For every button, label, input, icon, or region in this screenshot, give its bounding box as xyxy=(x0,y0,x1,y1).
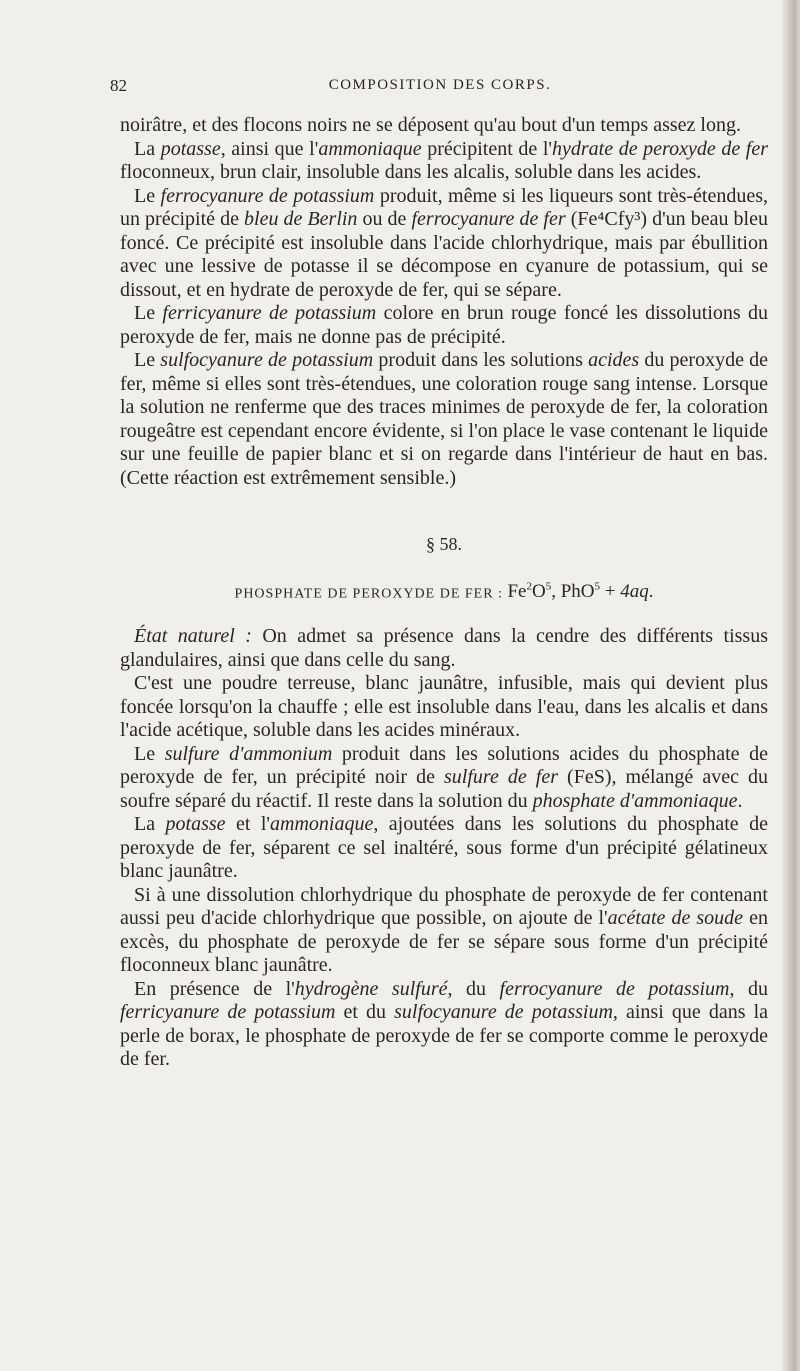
paragraph: noirâtre, et des flocons noirs ne se déposent qu'au bout d'un temps assez long. xyxy=(120,114,741,136)
paragraph: Le sulfocyanure de potassium produit dans les solutions acides du peroxyde de fer, même si elles sont très-étendues, une coloration rouge sang intense. Lorsque la solution ne renferme que des traces minimes de peroxyde de fer, la coloration rougeâtre est cependant encore évidente, si l'on place le vase contenant le liquide sur une feuille de papier blanc et si on regarde dans l'intérieur de haut en bas. (Cette réaction est extrêmement sensible.) xyxy=(120,349,769,489)
section-number: § 58. xyxy=(426,534,462,554)
paragraph: Le ferricyanure de potassium colore en brun rouge foncé les dissolutions du peroxyde de fer, mais ne donne pas de précipité. xyxy=(120,302,768,348)
page-number: 82 xyxy=(110,76,127,95)
running-title: COMPOSITION DES CORPS. xyxy=(328,77,552,93)
paragraph: État naturel : On admet sa présence dans la cendre des différents tissus glandulaires, ainsi que dans celle du sang. xyxy=(120,625,768,671)
paragraph: Si à une dissolution chlorhydrique du phosphate de peroxyde de fer contenant aussi peu d'acide chlorhydrique que possible, on ajoute de l'acétate de soude en excès, du phosphate de peroxyde de fer se sépare sous forme d'un précipité floconneux blanc jaunâtre. xyxy=(120,883,768,977)
paragraph: La potasse, ainsi que l'ammoniaque précipitent de l'hydrate de peroxyde de fer floconneux, brun clair, insoluble dans les alcalis, soluble dans les acides. xyxy=(120,137,769,183)
body-text xyxy=(120,114,768,1072)
page-header xyxy=(110,76,770,102)
paragraph: La potasse et l'ammoniaque, ajoutées dans les solutions du phosphate de peroxyde de fer, séparent ce sel inaltéré, sous forme d'un précipité gélatineux blanc jaunâtre. xyxy=(120,813,768,883)
paragraph: Le sulfure d'ammonium produit dans les solutions acides du phosphate de peroxyde de fer, un précipité noir de sulfure de fer (FeS), mélangé avec du soufre séparé du réactif. Il reste dans la solution du phosphate d'ammoniaque. xyxy=(120,742,768,812)
paragraph: En présence de l'hydrogène sulfuré, du ferrocyanure de potassium, du ferricyanure de potassium et du sulfocyanure de potassium, ainsi que dans la perle de borax, le phosphate de peroxyde de fer se comporte comme le peroxyde de fer. xyxy=(120,977,769,1071)
page-edge xyxy=(782,0,800,1371)
section-heading: PHOSPHATE DE PEROXYDE DE FER : $Fe^2O^5$, PhO$^5$ + 4aq. xyxy=(234,580,654,602)
paragraph: C'est une poudre terreuse, blanc jaunâtre, infusible, mais qui devient plus foncée lorsqu'on la chauffe ; elle est insoluble dans l'eau, dans les alcalis et dans l'acide acétique, soluble dans les acides minéraux. xyxy=(120,672,768,742)
paragraph: Le ferrocyanure de potassium produit, même si les liqueurs sont très-étendues, un précipité de bleu de Berlin ou de ferrocyanure de fer (Fe⁴Cfy³) d'un beau bleu foncé. Ce précipité est insoluble dans l'acide chlorhydrique, mais par ébullition avec une lessive de potasse il se décompose en cyanure de potassium, qui se dissout, et en hydrate de peroxyde de fer, qui se sépare. xyxy=(120,184,768,301)
